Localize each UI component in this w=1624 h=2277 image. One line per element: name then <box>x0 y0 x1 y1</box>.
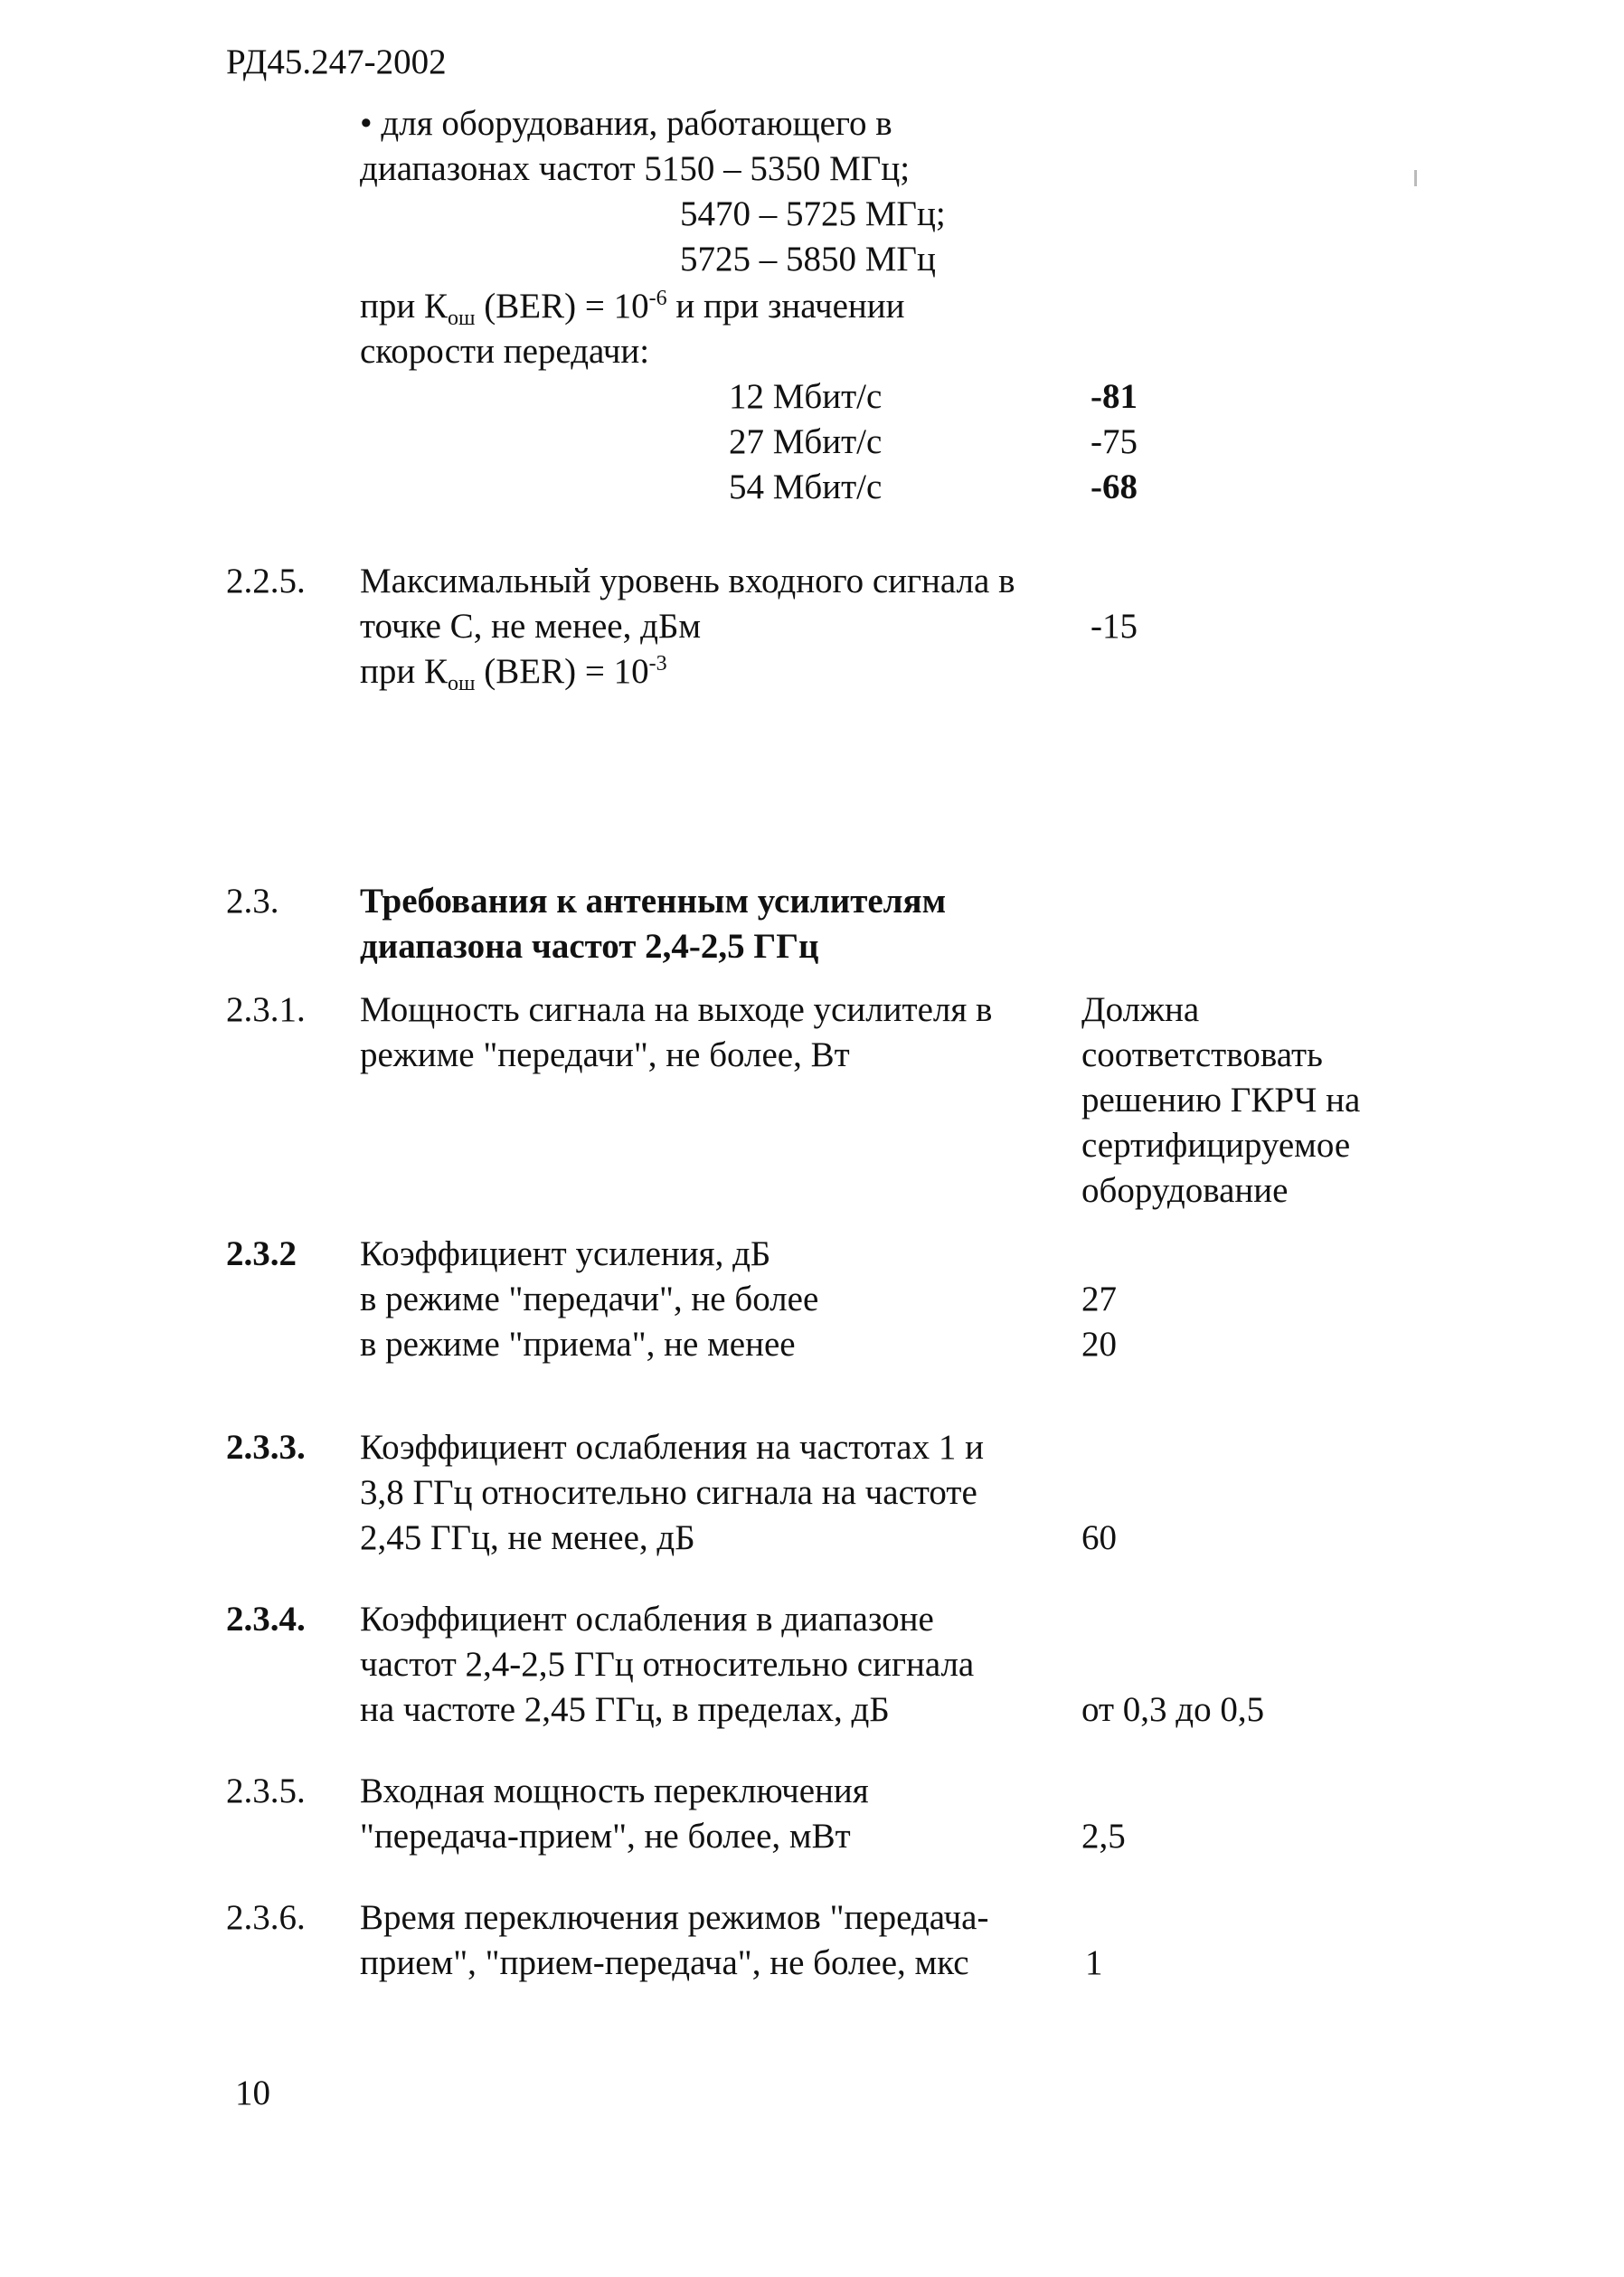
section-2-3-4-value: от 0,3 до 0,5 <box>1081 1690 1265 1729</box>
section-2-3-1-value-line-5: оборудование <box>1081 1171 1289 1210</box>
section-2-3-4-line-3: на частоте 2,45 ГГц, в пределах, дБ <box>360 1690 890 1729</box>
rate-label-2: 27 Мбит/с <box>729 422 883 461</box>
bullet-line <box>360 101 892 146</box>
section-2-3-3-value: 60 <box>1081 1518 1117 1557</box>
section-2-3-2-number: 2.3.2 <box>226 1234 297 1273</box>
section-2-2-5-ber-line: при $К_{ош}$ $(BER) = 10^{-3}$ <box>360 652 667 695</box>
section-2-3-5-number: 2.3.5. <box>226 1772 306 1810</box>
intro-line-3: 5470 – 5725 МГц; <box>680 194 946 233</box>
section-2-3-1-number: 2.3.1. <box>226 990 306 1029</box>
section-2-3-2-line-1: Коэффициент усиления, дБ <box>360 1234 771 1273</box>
page-number: 10 <box>235 2074 270 2112</box>
section-2-3-6-number: 2.3.6. <box>226 1898 306 1937</box>
intro-line-4: 5725 – 5850 МГц <box>680 240 936 279</box>
section-2-3-1-value-line-2: соответствовать <box>1081 1035 1323 1074</box>
rate-label-1: 12 Мбит/с <box>729 377 883 416</box>
section-2-3-number: 2.3. <box>226 882 279 921</box>
rate-value-3: -68 <box>1091 468 1138 506</box>
bullet-mark: • <box>360 104 373 143</box>
section-2-3-4-line-2: частот 2,4-2,5 ГГц относительно сигнала <box>360 1645 975 1684</box>
section-2-3-6-value: 1 <box>1085 1943 1103 1982</box>
section-2-2-5-line-1: Максимальный уровень входного сигнала в <box>360 562 1015 600</box>
section-2-3-1-line-1: Мощность сигнала на выходе усилителя в <box>360 990 993 1029</box>
intro-line-1: для оборудования, работающего в <box>381 104 892 143</box>
section-2-3-5-line-1: Входная мощность переключения <box>360 1772 869 1810</box>
section-2-3-5-line-2: "передача-прием", не более, мВт <box>360 1817 851 1856</box>
section-2-3-1-value-line-4: сертифицируемое <box>1081 1126 1351 1165</box>
section-2-3-2-value-2: 27 <box>1081 1280 1117 1318</box>
section-2-3-2-line-2: в режиме "передачи", не более <box>360 1280 819 1318</box>
rate-value-2: -75 <box>1091 422 1138 461</box>
intro-ber-line: при $К_{ош}$ $(BER) = 10^{-6}$ и при значении <box>360 287 905 330</box>
section-2-3-4-number: 2.3.4. <box>226 1600 306 1639</box>
rate-label-3: 54 Мбит/с <box>729 468 883 506</box>
section-2-2-5-value: -15 <box>1091 607 1138 646</box>
intro-line-2: диапазонах частот 5150 – 5350 МГц; <box>360 149 911 188</box>
section-2-3-2-value-3: 20 <box>1081 1325 1117 1364</box>
intro-rate-label: скорости передачи: <box>360 332 650 371</box>
section-2-3-3-line-3: 2,45 ГГц, не менее, дБ <box>360 1518 695 1557</box>
section-2-3-title-line-2: диапазона частот 2,4-2,5 ГГц <box>360 927 819 966</box>
scan-artifact <box>1414 170 1417 186</box>
section-2-3-3-line-2: 3,8 ГГц относительно сигнала на частоте <box>360 1473 977 1512</box>
document-code: РД45.247-2002 <box>226 43 447 81</box>
section-2-3-1-value-line-1: Должна <box>1081 990 1200 1029</box>
section-2-3-2-line-3: в режиме "приема", не менее <box>360 1325 796 1364</box>
section-2-3-3-number: 2.3.3. <box>226 1428 306 1467</box>
section-2-3-5-value: 2,5 <box>1081 1817 1126 1856</box>
section-2-3-4-line-1: Коэффициент ослабления в диапазоне <box>360 1600 934 1639</box>
rate-value-1: -81 <box>1091 377 1138 416</box>
section-2-3-1-value-line-3: решению ГКРЧ на <box>1081 1081 1361 1120</box>
section-2-3-6-line-2: прием", "прием-передача", не более, мкс <box>360 1943 969 1982</box>
section-2-3-6-line-1: Время переключения режимов "передача- <box>360 1898 989 1937</box>
section-2-2-5-line-2: точке С, не менее, дБм <box>360 607 702 646</box>
section-2-3-3-line-1: Коэффициент ослабления на частотах 1 и <box>360 1428 984 1467</box>
section-2-2-5-number: 2.2.5. <box>226 562 306 600</box>
section-2-3-title-line-1: Требования к антенным усилителям <box>360 882 947 921</box>
section-2-3-1-line-2: режиме "передачи", не более, Вт <box>360 1035 850 1074</box>
